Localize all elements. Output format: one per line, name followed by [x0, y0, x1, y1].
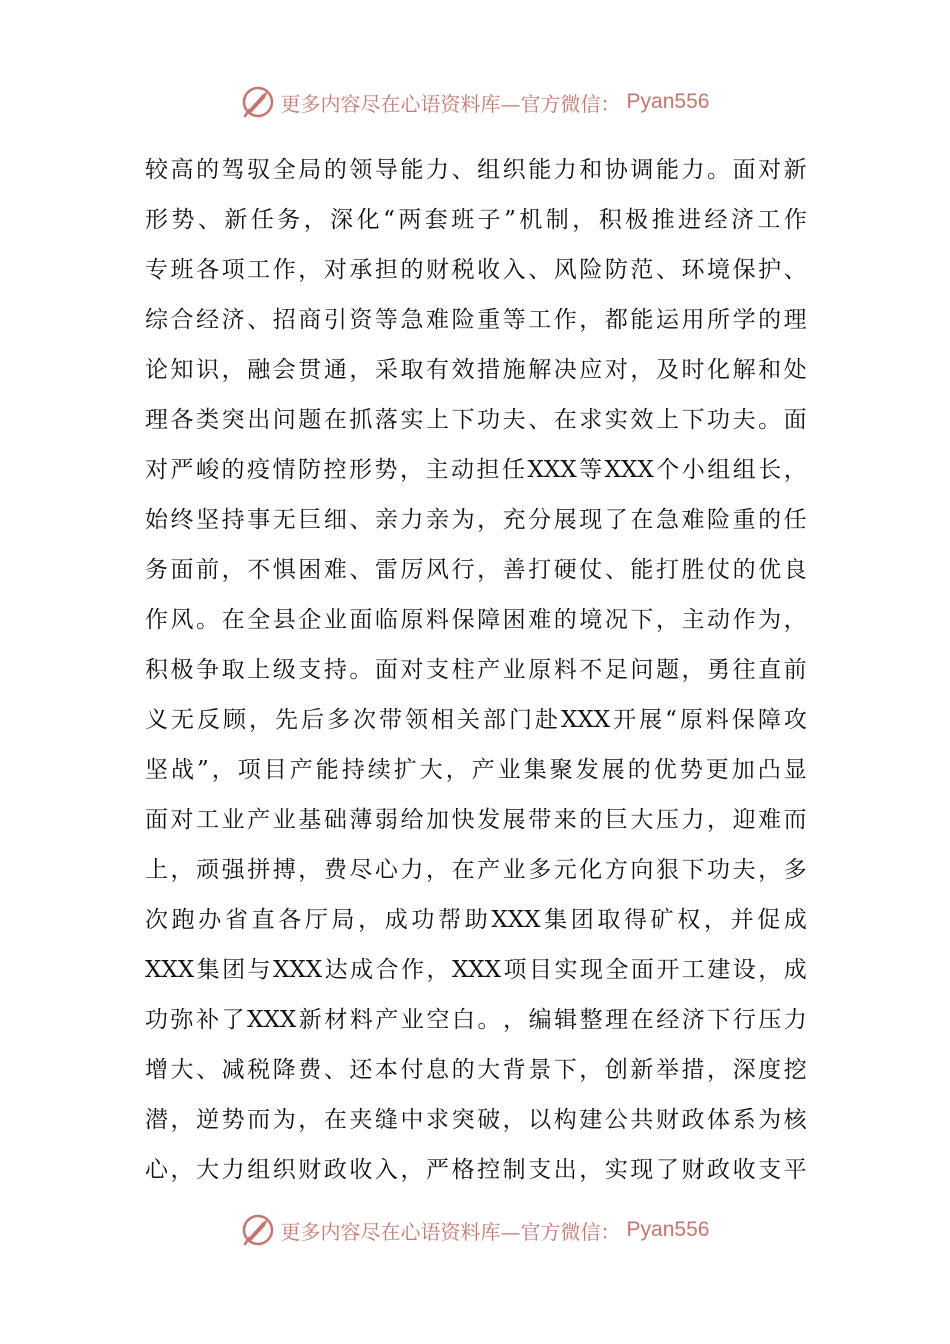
body-text-line: 上 ， 顽 强 拼 搏 ， 费 尽 心 力 ， 在 产 业 多 元 化 方 向 狠 下 功 夫 ， 多: [145, 857, 807, 883]
body-text-line: 义 无 反 顾 ， 先 后 多 次 带 领 相 关 部 门 赴 XXX 开 展 “ 原 料 保 障 攻: [145, 707, 807, 733]
body-text-line: 较 高 的 驾 驭 全 局 的 领 导 能 力 、 组 织 能 力 和 协 调 能 力 。 面 对 新: [145, 157, 807, 183]
watermark-text: 更多内容尽在心语资料库—官方微信：: [280, 91, 621, 116]
watermark-account: Pyan556: [626, 90, 710, 113]
body-text-line: 积 极 争 取 上 级 支 持 。 面 对 支 柱 产 业 原 料 不 足 问 题 ， 勇 往 直 前: [145, 657, 807, 683]
footer-watermark: [0, 1210, 950, 1250]
body-text-line: 增 大 、 减 税 降 费 、 还 本 付 息 的 大 背 景 下 ， 创 新 举 措 ， 深 度 挖: [145, 1057, 807, 1083]
pen-nib-logo-icon: [241, 85, 275, 119]
body-text-line: 坚 战 ” ， 项 目 产 能 持 续 扩 大 ， 产 业 集 聚 发 展 的 优 势 更 加 凸 显: [145, 757, 807, 783]
body-text-line: 作 风 。 在 全 县 企 业 面 临 原 料 保 障 困 难 的 境 况 下 ， 主 动 作 为 ，: [145, 607, 807, 633]
body-text-line: 对 严 峻 的 疫 情 防 控 形 势 ， 主 动 担 任 XXX 等 XXX 个 小 组 组 长 ，: [145, 457, 807, 483]
body-text-line: XXX 集 团 与 XXX 达 成 合 作 ， XXX 项 目 实 现 全 面 开 工 建 设 ， 成: [145, 957, 807, 983]
document-body: [145, 145, 807, 1195]
body-text-line: 功 弥 补 了 XXX 新 材 料 产 业 空 白 。 ， 编 辑 整 理 在 经 济 下 行 压 力: [145, 1007, 807, 1033]
header-watermark: [0, 82, 950, 122]
body-text-line: 始 终 坚 持 事 无 巨 细 、 亲 力 亲 为 ， 充 分 展 现 了 在 急 难 险 重 的 任: [145, 507, 807, 533]
body-text-line: 理 各 类 突 出 问 题 在 抓 落 实 上 下 功 夫 、 在 求 实 效 上 下 功 夫 。 面: [145, 407, 807, 433]
body-text-line: 面 对 工 业 产 业 基 础 薄 弱 给 加 快 发 展 带 来 的 巨 大 压 力 ， 迎 难 而: [145, 807, 807, 833]
body-text-line: 形 势 、 新 任 务 ， 深 化 “ 两 套 班 子 ” 机 制 ， 积 极 推 进 经 济 工 作: [145, 207, 807, 233]
body-text-line: 论 知 识 ， 融 会 贯 通 ， 采 取 有 效 措 施 解 决 应 对 ， 及 时 化 解 和 处: [145, 357, 807, 383]
body-text-line: 潜 ， 逆 势 而 为 ， 在 夹 缝 中 求 突 破 ， 以 构 建 公 共 财 政 体 系 为 核: [145, 1107, 807, 1133]
body-text-line: 心 ， 大 力 组 织 财 政 收 入 ， 严 格 控 制 支 出 ， 实 现 了 财 政 收 支 平: [145, 1157, 807, 1183]
body-text-line: 专 班 各 项 工 作 ， 对 承 担 的 财 税 收 入 、 风 险 防 范 、 环 境 保 护 、: [145, 257, 807, 283]
watermark-text: 更多内容尽在心语资料库—官方微信：: [280, 1219, 621, 1244]
body-text-line: 综 合 经 济 、 招 商 引 资 等 急 难 险 重 等 工 作 ， 都 能 运 用 所 学 的 理: [145, 307, 807, 333]
body-text-line: 次 跑 办 省 直 各 厅 局 ， 成 功 帮 助 XXX 集 团 取 得 矿 权 ， 并 促 成: [145, 907, 807, 933]
watermark-account: Pyan556: [626, 1218, 710, 1241]
body-text-line: 务 面 前 ， 不 惧 困 难 、 雷 厉 风 行 ， 善 打 硬 仗 、 能 打 胜 仗 的 优 良: [145, 557, 807, 583]
pen-nib-logo-icon: [241, 1213, 275, 1247]
